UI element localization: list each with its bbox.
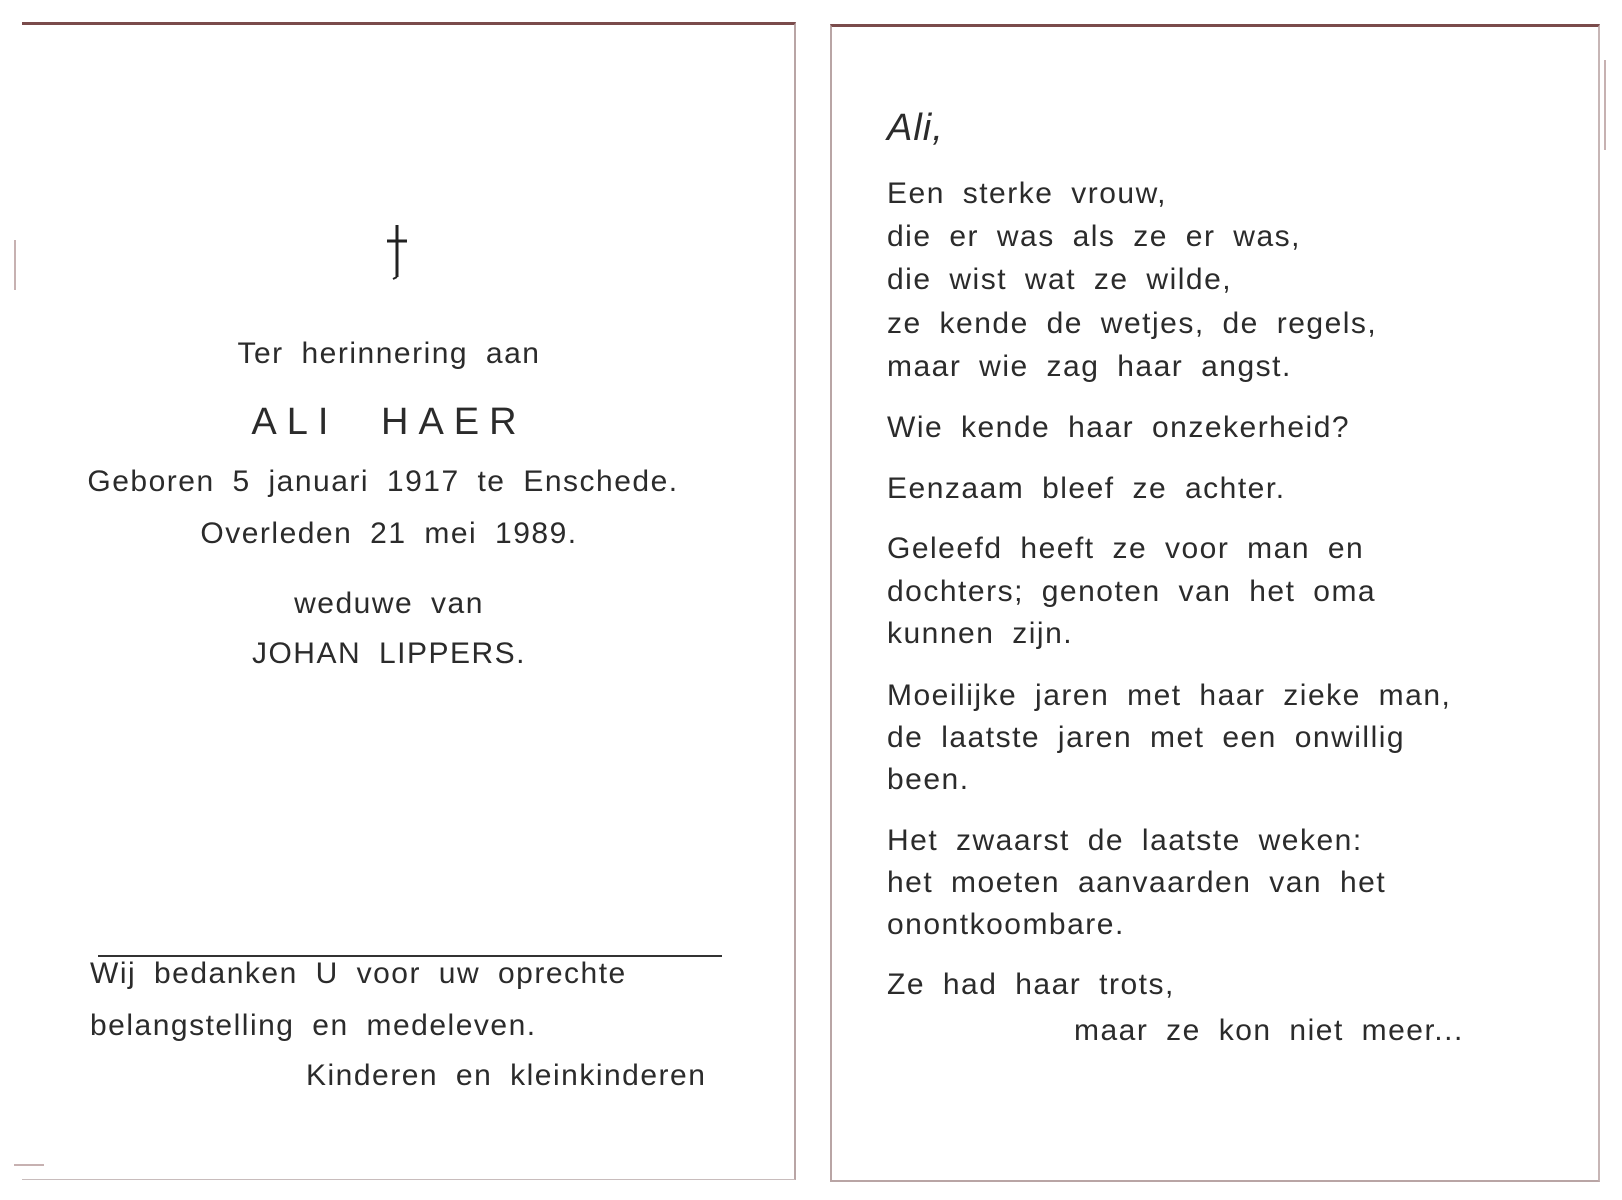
poem-line: de laatste jaren met een onwillig xyxy=(887,721,1406,754)
poem-line: Geleefd heeft ze voor man en xyxy=(887,532,1365,565)
widow-of-text: weduwe van xyxy=(294,587,484,620)
poem-line: Ze had haar trots, xyxy=(887,968,1175,1001)
poem-salutation: Ali, xyxy=(887,107,944,149)
poem-line: maar wie zag haar angst. xyxy=(887,350,1292,383)
poem-line: die wist wat ze wilde, xyxy=(887,263,1233,296)
scan-edge-mark xyxy=(1604,60,1606,150)
poem-line: die er was als ze er was, xyxy=(887,220,1301,253)
poem-line: ze kende de wetjes, de regels, xyxy=(887,307,1378,340)
poem-line: het moeten aanvaarden van het xyxy=(887,866,1387,899)
cross-icon xyxy=(377,221,417,281)
poem-line: Wie kende haar onzekerheid? xyxy=(887,411,1351,444)
scan-edge-mark xyxy=(14,240,16,290)
scan-edge-mark xyxy=(14,1164,44,1166)
spouse-name: JOHAN LIPPERS. xyxy=(251,637,527,670)
poem-line: Het zwaarst de laatste weken: xyxy=(887,824,1363,857)
memorial-card-front xyxy=(22,22,796,1180)
signature: Kinderen en kleinkinderen xyxy=(306,1059,707,1092)
poem-line: Een sterke vrouw, xyxy=(887,177,1167,210)
poem-line: dochters; genoten van het oma xyxy=(887,575,1377,608)
poem-line: been. xyxy=(887,763,970,796)
poem-line: kunnen zijn. xyxy=(887,617,1074,650)
memorial-card-poem xyxy=(830,24,1600,1182)
intro-text: Ter herinnering aan xyxy=(237,337,541,370)
death-info: Overleden 21 mei 1989. xyxy=(200,517,578,550)
deceased-name: ALI HAER xyxy=(251,401,527,443)
poem-line: maar ze kon niet meer... xyxy=(1074,1014,1464,1047)
poem-line: Eenzaam bleef ze achter. xyxy=(887,472,1286,505)
birth-info: Geboren 5 januari 1917 te Enschede. xyxy=(87,465,679,498)
poem-line: onontkoombare. xyxy=(887,908,1125,941)
poem-line: Moeilijke jaren met haar zieke man, xyxy=(887,679,1452,712)
thanks-line-1: Wij bedanken U voor uw oprechte xyxy=(90,957,627,990)
thanks-line-2: belangstelling en medeleven. xyxy=(90,1009,537,1042)
